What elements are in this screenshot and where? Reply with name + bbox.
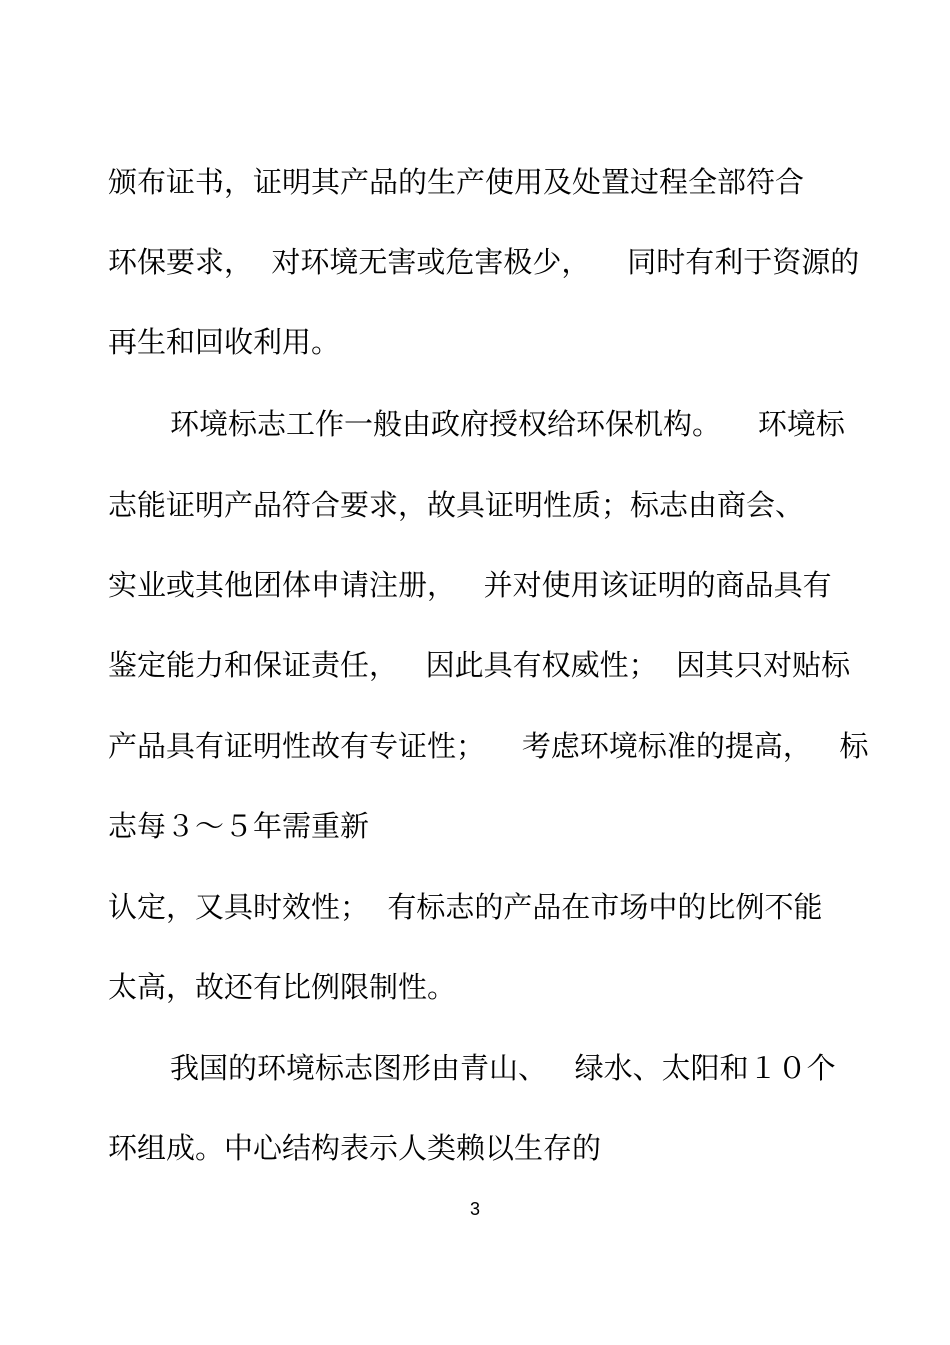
text-line-13: 环组成。中心结构表示人类赖以生存的 bbox=[108, 1131, 602, 1165]
text-line-5: 志能证明产品符合要求，故具证明性质；标志由商会、 bbox=[108, 488, 805, 522]
text-line-6: 实业或其他团体申请注册， 并对使用该证明的商品具有 bbox=[108, 568, 832, 602]
text-line-8: 产品具有证明性故有专证性； 考虑环境标准的提高， 标 bbox=[108, 729, 869, 763]
text-line-9: 志每３～５年需重新 bbox=[108, 809, 370, 843]
text-line-10: 认定，又具时效性； 有标志的产品在市场中的比例不能 bbox=[108, 890, 823, 924]
text-line-12: 我国的环境标志图形由青山、 绿水、太阳和１０个 bbox=[170, 1051, 836, 1085]
text-line-3: 再生和回收利用。 bbox=[108, 325, 341, 359]
text-line-1: 颁布证书，证明其产品的生产使用及处置过程全部符合 bbox=[108, 165, 805, 199]
text-line-4: 环境标志工作一般由政府授权给环保机构。 环境标 bbox=[170, 407, 845, 441]
text-line-11: 太高，故还有比例限制性。 bbox=[108, 970, 457, 1004]
text-line-2: 环保要求， 对环境无害或危害极少， 同时有利于资源的 bbox=[108, 245, 860, 279]
page-number: 3 bbox=[469, 1199, 480, 1219]
text-line-7: 鉴定能力和保证责任， 因此具有权威性； 因其只对贴标 bbox=[108, 648, 851, 682]
